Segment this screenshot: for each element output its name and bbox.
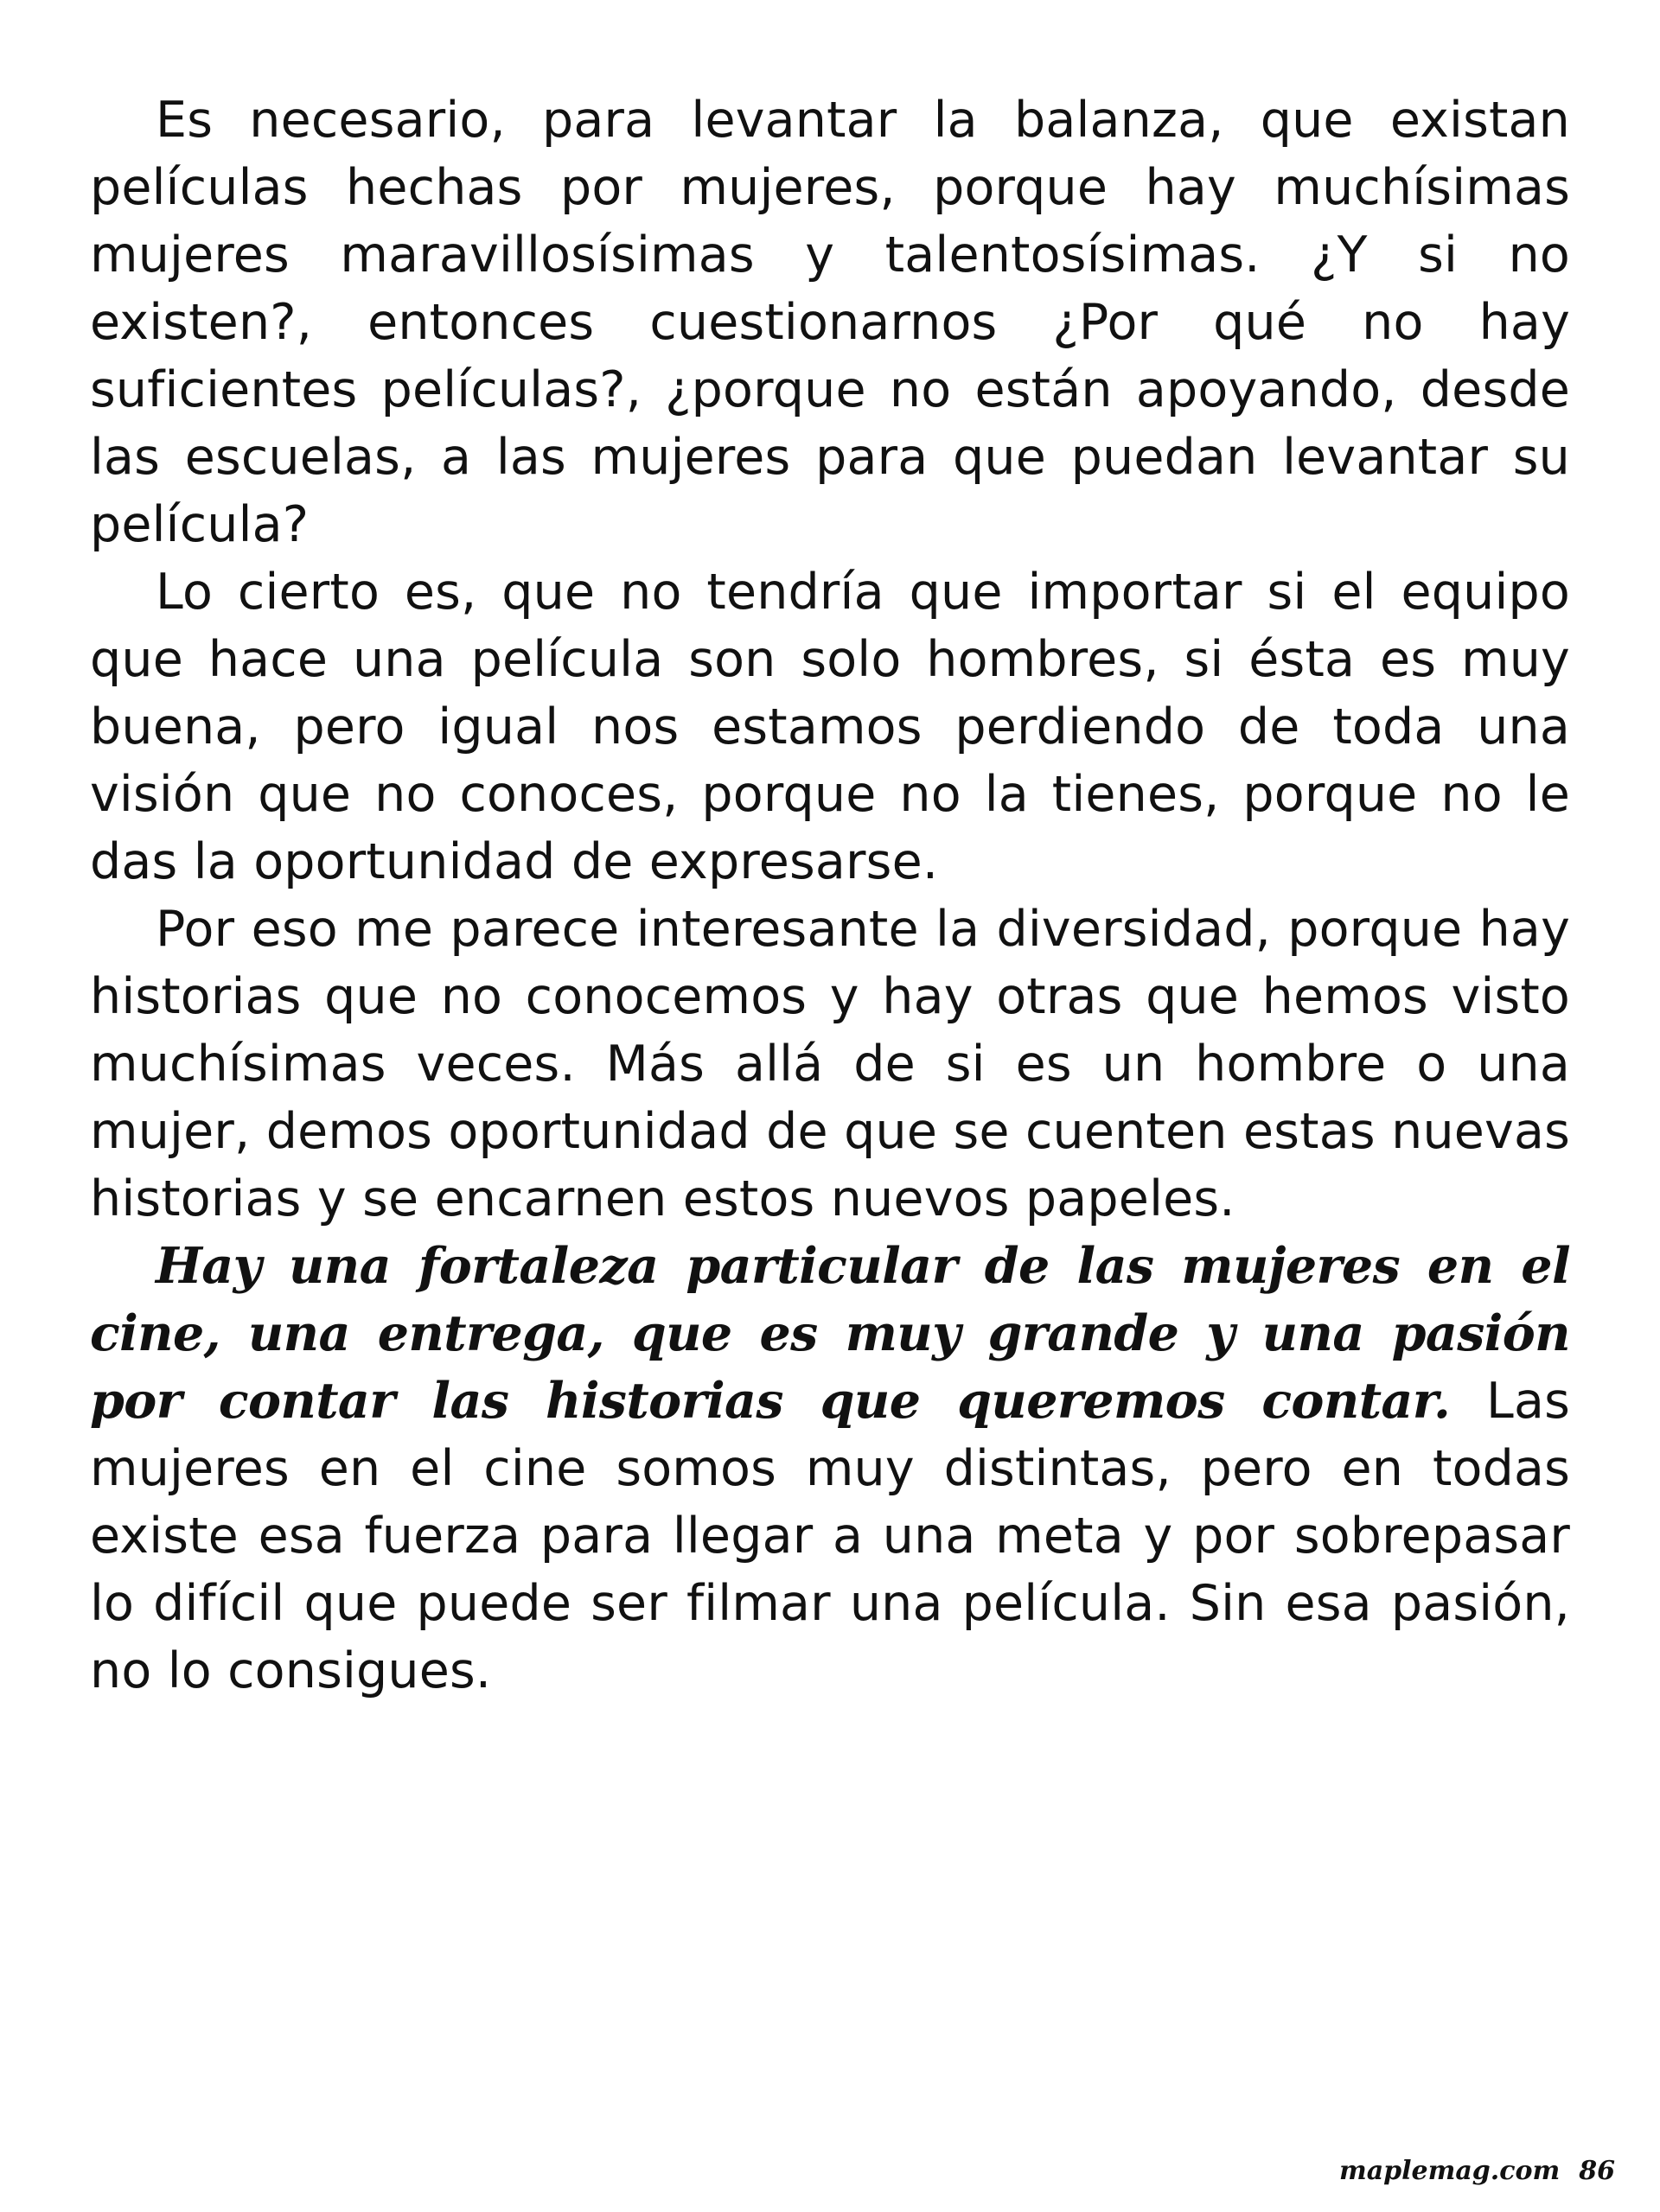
paragraph-4-text: Las mujeres en el cine somos muy distintas, pero en todas existe esa fuerza para llegar a una meta y por sobrepasar lo difícil que puede ser filmar una película. Sin esa pasión, no lo consigues. <box>90 1373 1570 1699</box>
page-footer <box>1339 2156 1615 2186</box>
paragraph-4 <box>90 1233 1570 1705</box>
article-body <box>90 86 1570 1705</box>
paragraph-3: Por eso me parece interesante la diversidad, porque hay historias que no conocemos y hay otras que hemos visto muchísimas veces. Más allá de si es un hombre o una mujer, demos oportunidad de que se cuenten estas nuevas historias y se encarnen estos nuevos papeles. <box>90 901 1570 1227</box>
paragraph-2: Lo cierto es, que no tendría que importar si el equipo que hace una película son solo hombres, si ésta es muy buena, pero igual nos estamos perdiendo de toda una visión que no conoces, porque no la tienes, porque no le das la oportunidad de expresarse. <box>90 564 1570 890</box>
footer-site: maplemag.com <box>1338 2156 1561 2186</box>
page-number: 86 <box>1579 2156 1615 2186</box>
pull-quote: Hay una fortaleza particular de las mujeres en el cine, una entrega, que es muy grande y una pasión por contar las historias que queremos contar. <box>90 1237 1570 1430</box>
paragraph-1: Es necesario, para levantar la balanza, que existan películas hechas por mujeres, porque hay muchísimas mujeres maravillosísimas y talentosísimas. ¿Y si no existen?, entonces cuestionarnos ¿Por qué no hay suficientes películas?, ¿porque no están apoyando, desde las escuelas, a las mujeres para que puedan levantar su película? <box>90 92 1570 553</box>
